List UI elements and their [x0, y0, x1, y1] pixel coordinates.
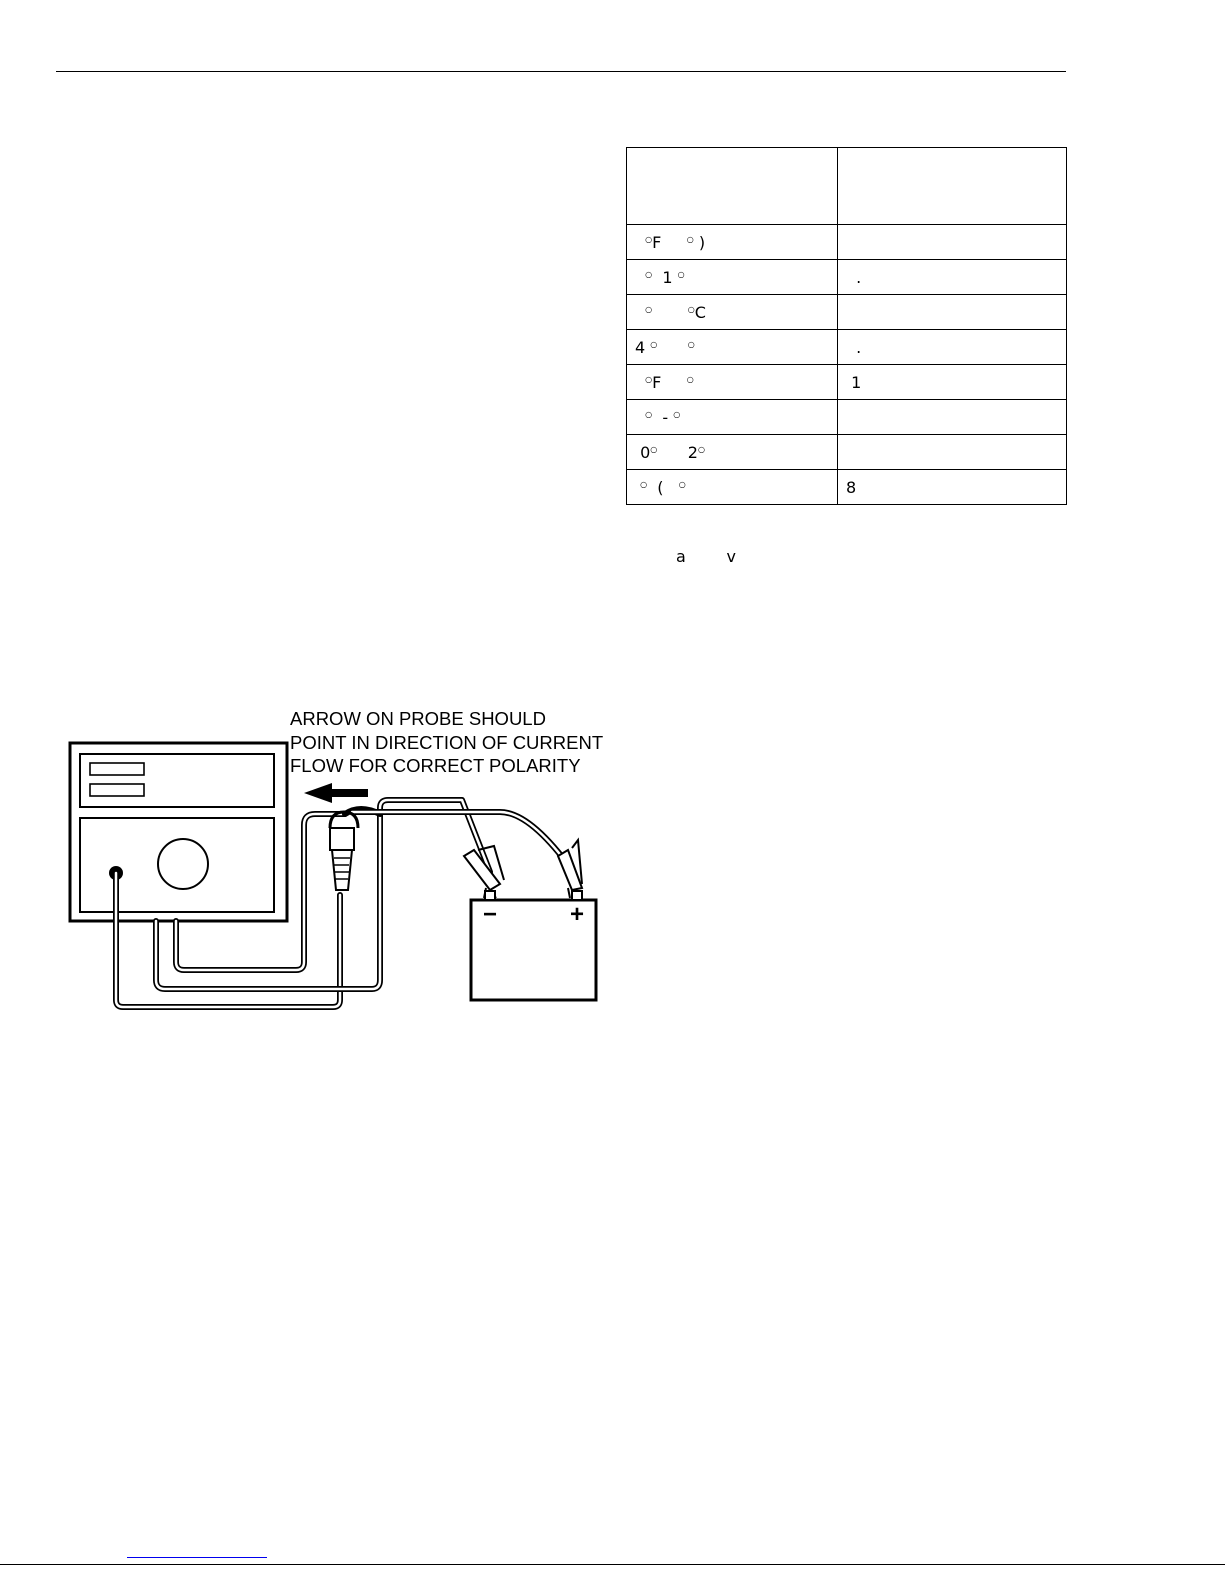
table-header-row	[627, 148, 1067, 225]
battery	[471, 891, 596, 1000]
header-rule	[56, 71, 1066, 72]
value-cell: .	[838, 330, 1067, 365]
current-direction-arrow	[304, 783, 368, 803]
temperature-cell: 0○ 2○	[627, 435, 838, 470]
temperature-cell: ○ 1 ○	[627, 260, 838, 295]
temperature-cell: ○F ○	[627, 365, 838, 400]
footer-rule	[0, 1564, 1225, 1565]
callout-line: POINT IN DIRECTION OF CURRENT	[290, 731, 604, 753]
callout-line: FLOW FOR CORRECT POLARITY	[290, 755, 581, 776]
value-cell	[838, 225, 1067, 260]
battery-negative-sign: −	[482, 901, 498, 928]
battery-positive-sign: +	[569, 901, 585, 928]
temperature-cell: ○ ○C	[627, 295, 838, 330]
table-header-cell	[838, 148, 1067, 225]
table-header-cell	[627, 148, 838, 225]
table-row	[627, 225, 1067, 260]
current-probe	[330, 812, 358, 890]
positive-clip	[558, 840, 582, 898]
value-cell: 1	[838, 365, 1067, 400]
value-cell	[838, 435, 1067, 470]
table-row	[627, 435, 1067, 470]
table-note: a v	[676, 547, 736, 566]
table-row	[627, 470, 1067, 505]
temperature-table	[626, 147, 1067, 505]
tester-unit	[70, 743, 287, 921]
table-row	[627, 330, 1067, 365]
callout-line: ARROW ON PROBE SHOULD	[290, 708, 546, 729]
value-cell: 8	[838, 470, 1067, 505]
temperature-cell: ○ - ○	[627, 400, 838, 435]
table-row	[627, 295, 1067, 330]
value-cell	[838, 400, 1067, 435]
table-row	[627, 260, 1067, 295]
table-row	[627, 365, 1067, 400]
temperature-cell: ○F ○ )	[627, 225, 838, 260]
temperature-cell: 4 ○ ○	[627, 330, 838, 365]
footer-link-underline[interactable]	[127, 1557, 267, 1558]
value-cell: .	[838, 260, 1067, 295]
value-cell	[838, 295, 1067, 330]
probe-callout	[290, 707, 630, 778]
table-row	[627, 400, 1067, 435]
temperature-cell: ○ ( ○	[627, 470, 838, 505]
